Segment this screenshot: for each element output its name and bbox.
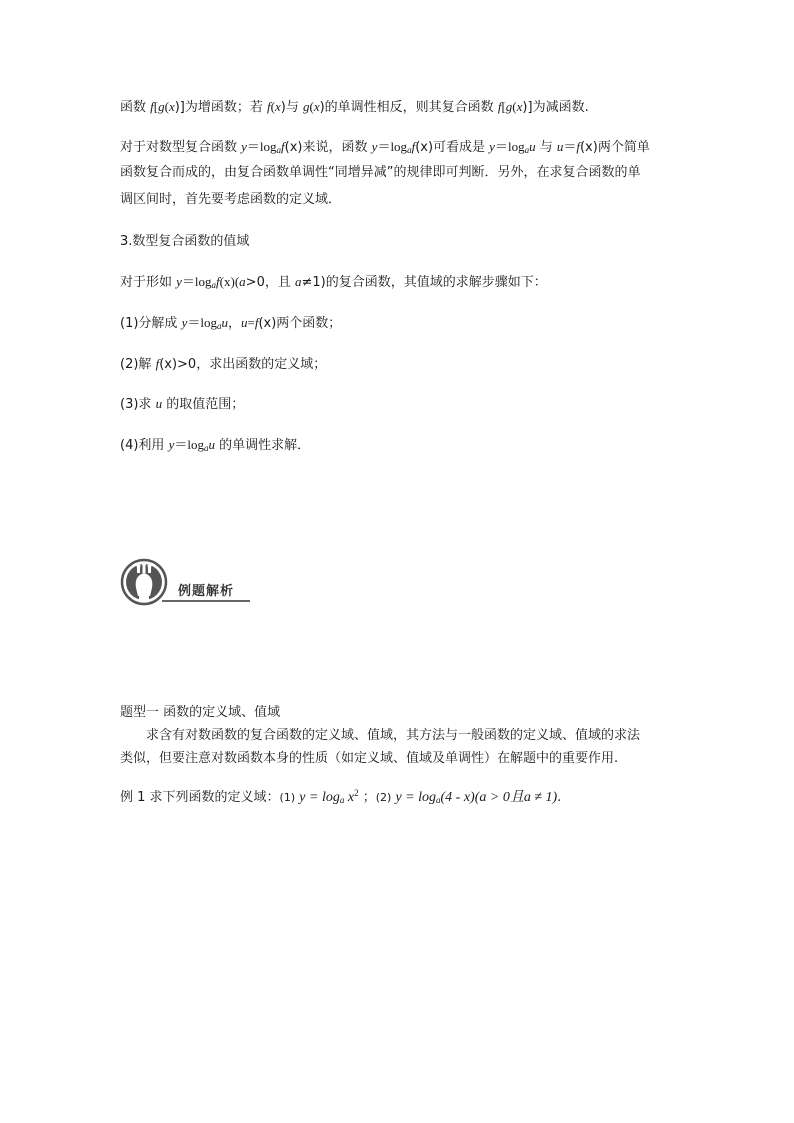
banner-underline	[162, 600, 250, 602]
math-u: u	[556, 139, 564, 154]
text: ＝log	[187, 315, 217, 330]
math-x: x	[274, 99, 281, 114]
text: ＝	[563, 139, 577, 154]
example-banner	[120, 558, 250, 606]
text: (	[309, 99, 314, 114]
math-x: x	[313, 99, 320, 114]
paragraph-range-intro	[120, 272, 680, 293]
step-4	[120, 435, 680, 456]
question-type-desc-line2: 类似，但要注意对数函数本身的性质（如定义域、值域及单调性）在解题中的重要作用.	[120, 751, 619, 766]
question-type-desc-line1: 求含有对数函数的复合函数的定义域、值域，其方法与一般函数的定义域、值域的求法	[146, 728, 641, 743]
math-u: u	[240, 315, 248, 330]
question-type-heading: 题型一 函数的定义域、值域	[120, 705, 281, 720]
paragraph-log-composite-line2: 函数复合而成的，由复合函数单调性“同增异减”的规律即可判断．另外，在求复合函数的单	[120, 165, 641, 180]
math-f: f	[254, 315, 259, 330]
text: )的单调性相反，则其复合函数	[319, 100, 498, 115]
math-u: u	[155, 396, 163, 411]
math-y: y	[176, 274, 182, 289]
part-1-label: (1)	[279, 791, 296, 804]
text: (	[164, 99, 169, 114]
math-u: u	[529, 139, 536, 154]
math-x: x	[516, 99, 523, 114]
text: 对于对数型复合函数	[120, 140, 242, 155]
formula-2	[395, 790, 557, 805]
math-sub-a: a	[203, 443, 209, 453]
math-u: u	[221, 315, 228, 330]
text: ＝log	[246, 139, 277, 154]
text: ≠1)的复合函数，其值域的求解步骤如下：	[301, 275, 547, 290]
math-y: y	[168, 437, 175, 452]
math-f: f	[216, 274, 220, 289]
text: >0，且	[245, 275, 295, 290]
math-sub-a: a	[524, 145, 530, 155]
math-y: y	[181, 315, 188, 330]
period: .	[557, 790, 562, 805]
math-u: u	[208, 437, 215, 452]
formula-text: (4 - x)(a > 0且a ≠ 1)	[440, 790, 558, 805]
math-a: a	[294, 274, 302, 289]
math-sub-a: a	[216, 321, 222, 331]
math-f: f	[497, 99, 502, 114]
text: ＝log	[377, 139, 408, 154]
formula-text: y = log	[395, 790, 437, 805]
text: 的单调性求解．	[214, 438, 311, 453]
text: )与	[280, 100, 303, 115]
text: 对于形如	[120, 275, 177, 290]
example-1-label: 例 1 求下列函数的定义域：	[120, 790, 280, 805]
separator: ；	[362, 790, 376, 805]
text: [	[501, 99, 506, 114]
text: )]为减函数.	[522, 100, 589, 115]
math-g: g	[158, 99, 165, 114]
math-sub-a: a	[407, 145, 412, 155]
text: (3)求	[120, 397, 156, 412]
math-g: g	[302, 99, 310, 114]
formula-sub: a	[339, 795, 345, 805]
text: (x)两个简单	[579, 140, 650, 155]
paragraph-log-composite-line1	[120, 137, 680, 158]
section-heading-range: 3.数型复合函数的值域	[120, 234, 250, 249]
formula-sup: 2	[354, 788, 359, 798]
text: (2)解	[120, 357, 156, 372]
text: (1)分解成	[120, 316, 182, 331]
text: (x)(	[219, 274, 240, 289]
example-1	[120, 786, 680, 810]
text: (x)两个函数；	[258, 316, 342, 331]
text: ＝log	[174, 437, 204, 452]
text: (x)>0，求出函数的定义域；	[159, 357, 327, 372]
text: (	[270, 99, 275, 114]
step-1	[120, 313, 680, 334]
math-f: f	[576, 139, 580, 154]
math-f: f	[267, 99, 271, 114]
step-3	[120, 394, 680, 415]
math-y: y	[241, 139, 247, 154]
formula-sub: a	[436, 795, 441, 805]
formula-x: x	[347, 790, 355, 805]
text: )]为增函数；若	[174, 100, 268, 115]
math-sub-a: a	[211, 280, 217, 290]
formula-text: y = log	[299, 790, 340, 805]
text: ＝log	[181, 274, 212, 289]
math-f: f	[281, 139, 285, 154]
text: (x)来说，函数	[284, 140, 372, 155]
math-sub-a: a	[276, 145, 282, 155]
math-f: f	[150, 99, 154, 114]
text: (x)可看成是	[415, 140, 490, 155]
step-2	[120, 354, 680, 375]
text: [	[153, 99, 159, 114]
math-f: f	[411, 139, 416, 154]
math-f: f	[155, 356, 160, 371]
paragraph-composite-monotonic	[120, 97, 680, 118]
text: ，	[227, 316, 241, 331]
math-y: y	[489, 139, 495, 154]
paragraph-log-composite-line3: 调区间时，首先要考虑函数的定义域．	[120, 192, 342, 207]
math-g: g	[505, 99, 513, 114]
text: 与	[535, 140, 557, 155]
formula-1	[299, 790, 358, 805]
text: 的取值范围；	[162, 397, 245, 412]
text: (	[512, 99, 517, 114]
text: =	[247, 315, 255, 330]
math-a: a	[239, 274, 246, 289]
math-y: y	[371, 139, 378, 154]
part-2-label: (2)	[375, 791, 392, 804]
text: (4)利用	[120, 438, 169, 453]
text: 函数	[120, 100, 151, 115]
math-x: x	[168, 99, 175, 114]
text: ＝log	[494, 139, 525, 154]
banner-title: 例题解析	[178, 584, 235, 599]
